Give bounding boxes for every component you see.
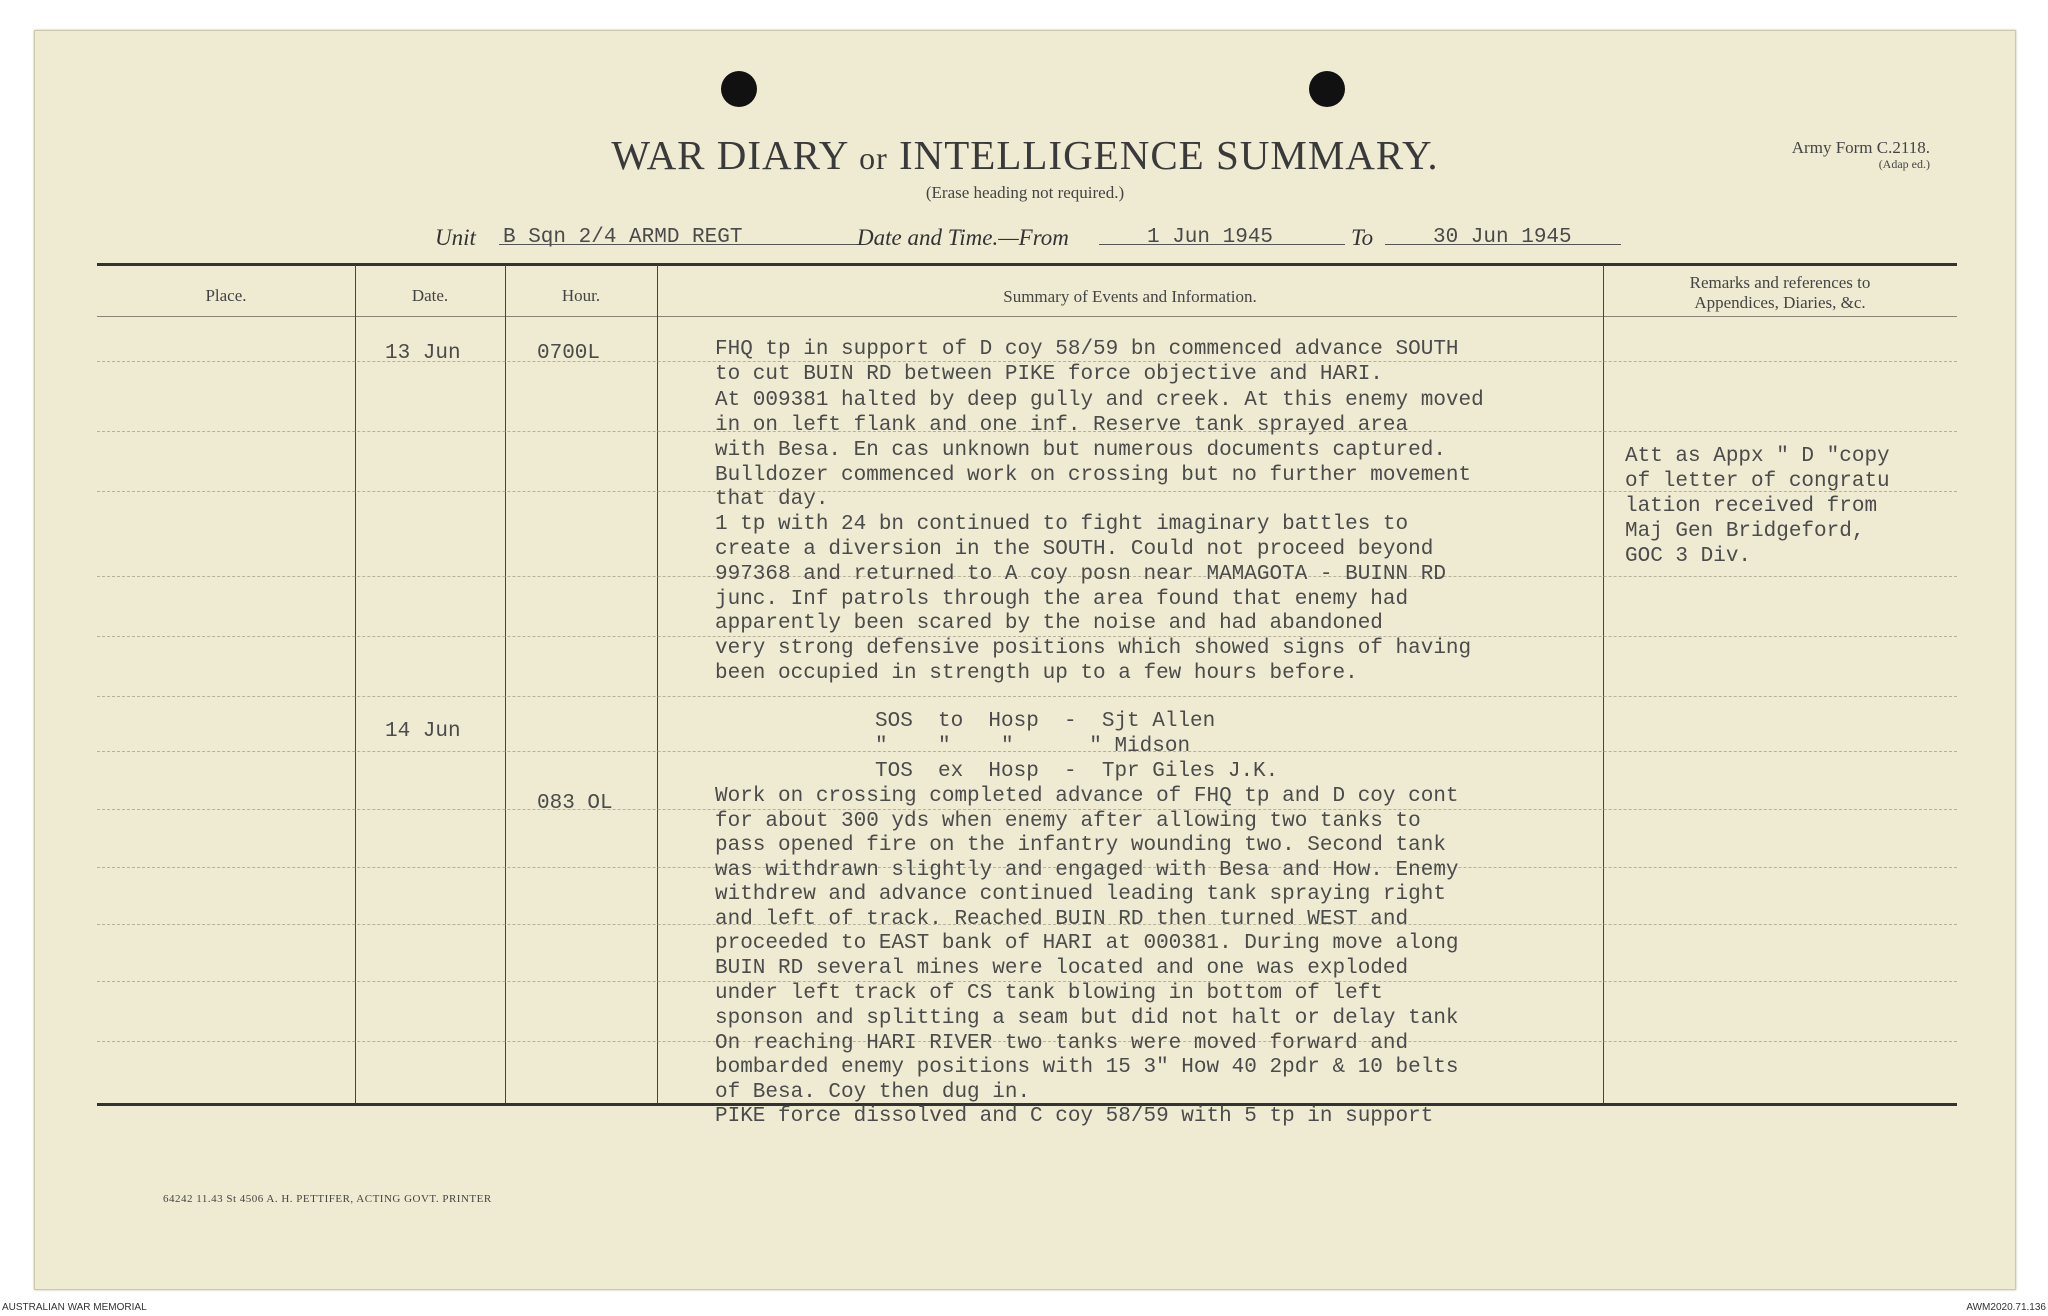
summary-line: to cut BUIN RD between PIKE force objective and HARI. xyxy=(715,363,1383,386)
summary-line: of Besa. Coy then dug in. xyxy=(715,1081,1031,1104)
entry-date-1: 13 Jun xyxy=(385,342,461,365)
summary-line: " " " " Midson xyxy=(875,735,1191,758)
summary-line: that day. xyxy=(715,488,829,511)
remarks-line: lation received from xyxy=(1625,495,1878,518)
entry-hour-1: 0700L xyxy=(537,342,601,365)
remarks-header-line-2: Appendices, Diaries, &c. xyxy=(1694,293,1866,312)
date-to-label: To xyxy=(1351,225,1374,250)
punch-hole-left xyxy=(721,71,757,107)
table-top-rule xyxy=(97,263,1957,266)
date-from-underline xyxy=(1099,244,1345,245)
summary-line: TOS ex Hosp - Tpr Giles J.K. xyxy=(875,760,1279,783)
unit-underline xyxy=(499,244,861,245)
remarks-line: of letter of congratu xyxy=(1625,470,1890,493)
unit-value: B Sqn 2/4 ARMD REGT xyxy=(503,226,743,249)
archive-credit: AUSTRALIAN WAR MEMORIAL xyxy=(2,1302,147,1313)
summary-line: with Besa. En cas unknown but numerous documents captured. xyxy=(715,439,1446,462)
form-note: (Adap ed.) xyxy=(1878,156,1930,171)
summary-line: and left of track. Reached BUIN RD then turned WEST and xyxy=(715,908,1409,931)
form-number-text: Army Form C.2118. xyxy=(1791,138,1930,157)
war-diary-sheet xyxy=(34,30,2016,1290)
summary-line: FHQ tp in support of D coy 58/59 bn commenced advance SOUTH xyxy=(715,338,1459,361)
summary-line: create a diversion in the SOUTH. Could not proceed beyond xyxy=(715,538,1434,561)
column-divider-summary xyxy=(1603,265,1604,1103)
remarks-header-line-1: Remarks and references to xyxy=(1689,273,1871,292)
title-war-diary: WAR DIARY xyxy=(611,132,848,178)
punch-hole-right xyxy=(1309,71,1345,107)
summary-line: PIKE force dissolved and C coy 58/59 with 5 tp in support xyxy=(715,1105,1434,1128)
remarks-line: Maj Gen Bridgeford, xyxy=(1625,520,1865,543)
summary-line: proceeded to EAST bank of HARI at 000381. During move along xyxy=(715,932,1459,955)
column-divider-hour xyxy=(657,265,658,1103)
summary-line: junc. Inf patrols through the area found that enemy had xyxy=(715,588,1409,611)
column-header-place: Place. xyxy=(205,286,247,305)
form-number xyxy=(1792,139,1930,171)
archive-reference: AWM2020.71.136 xyxy=(1966,1302,2046,1313)
date-from-label: Date and Time.—From xyxy=(857,225,1069,250)
column-divider-place xyxy=(355,265,356,1103)
remarks-line: GOC 3 Div. xyxy=(1625,545,1752,568)
document-title xyxy=(35,131,2015,179)
unit-label: Unit xyxy=(435,225,476,250)
summary-line: in on left flank and one inf. Reserve tank sprayed area xyxy=(715,414,1409,437)
column-divider-date xyxy=(505,265,506,1103)
subtitle: (Erase heading not required.) xyxy=(925,183,1125,202)
column-header-date: Date. xyxy=(411,286,449,305)
column-header-summary: Summary of Events and Information. xyxy=(1003,287,1257,306)
entry-date-2: 14 Jun xyxy=(385,720,461,743)
summary-line: SOS to Hosp - Sjt Allen xyxy=(875,710,1216,733)
summary-line: under left track of CS tank blowing in bottom of left xyxy=(715,982,1383,1005)
summary-line: apparently been scared by the noise and had abandoned xyxy=(715,612,1383,635)
date-to-value: 30 Jun 1945 xyxy=(1433,226,1572,249)
column-header-hour: Hour. xyxy=(561,286,601,305)
summary-line: 997368 and returned to A coy posn near MAMAGOTA - BUINN RD xyxy=(715,563,1446,586)
summary-line: At 009381 halted by deep gully and creek. At this enemy moved xyxy=(715,389,1484,412)
summary-line: been occupied in strength up to a few hours before. xyxy=(715,662,1358,685)
summary-line: withdrew and advance continued leading tank spraying right xyxy=(715,883,1446,906)
printer-imprint: 64242 11.43 St 4506 A. H. PETTIFER, ACTING GOVT. PRINTER xyxy=(163,1193,492,1205)
remarks-line: Att as Appx " D "copy xyxy=(1625,445,1890,468)
header-bottom-rule xyxy=(97,316,1957,317)
summary-line: On reaching HARI RIVER two tanks were moved forward and xyxy=(715,1032,1409,1055)
entry-hour-2: 083 OL xyxy=(537,792,613,815)
summary-line: was withdrawn slightly and engaged with Besa and How. Enemy xyxy=(715,859,1459,882)
summary-line: BUIN RD several mines were located and one was exploded xyxy=(715,957,1409,980)
date-from-value: 1 Jun 1945 xyxy=(1147,226,1274,249)
summary-line: Work on crossing completed advance of FHQ tp and D coy cont xyxy=(715,785,1459,808)
summary-line: Bulldozer commenced work on crossing but no further movement xyxy=(715,464,1472,487)
title-or: or xyxy=(859,140,888,176)
summary-line: for about 300 yds when enemy after allowing two tanks to xyxy=(715,810,1421,833)
summary-line: pass opened fire on the infantry wounding two. Second tank xyxy=(715,834,1446,857)
summary-line: very strong defensive positions which showed signs of having xyxy=(715,637,1472,660)
ruled-line xyxy=(97,696,1957,697)
summary-line: sponson and splitting a seam but did not halt or delay tank xyxy=(715,1007,1459,1030)
summary-line: bombarded enemy positions with 15 3" How 40 2pdr & 10 belts xyxy=(715,1056,1459,1079)
summary-line: 1 tp with 24 bn continued to fight imaginary battles to xyxy=(715,513,1409,536)
title-intelligence-summary: INTELLIGENCE SUMMARY. xyxy=(898,132,1439,178)
date-to-underline xyxy=(1385,244,1621,245)
column-header-remarks xyxy=(1603,273,1957,313)
